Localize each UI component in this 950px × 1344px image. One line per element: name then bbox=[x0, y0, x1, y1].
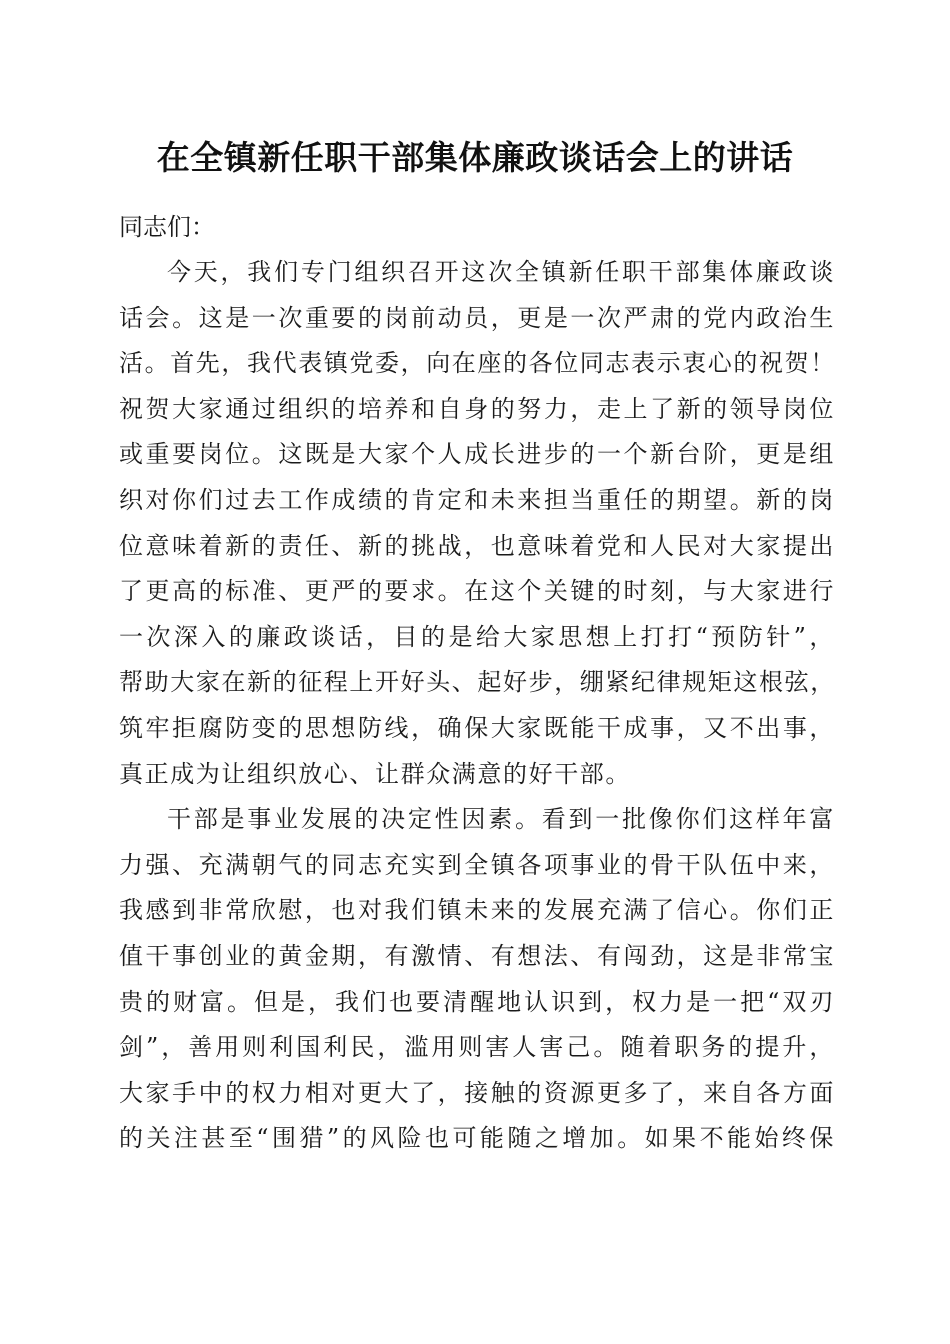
text-line: 的关注甚至“围猎”的风险也可能随之增加。如果不能始终保 bbox=[119, 1124, 835, 1153]
text-line: 干部是事业发展的决定性因素。看到一批像你们这样年富 bbox=[167, 805, 835, 834]
salutation: 同志们： bbox=[119, 213, 215, 241]
paragraph-1 bbox=[119, 250, 835, 797]
text-line: 剑”，善用则利国利民，滥用则害人害己。随着职务的提升， bbox=[119, 1033, 835, 1062]
text-line: 真正成为让组织放心、让群众满意的好干部。 bbox=[119, 759, 631, 788]
text-line: 位意味着新的责任、新的挑战，也意味着党和人民对大家提出 bbox=[119, 531, 835, 560]
text-line: 话会。这是一次重要的岗前动员，更是一次严肃的党内政治生 bbox=[119, 303, 835, 332]
text-line: 一次深入的廉政谈话，目的是给大家思想上打打“预防针”， bbox=[119, 622, 835, 651]
text-line: 织对你们过去工作成绩的肯定和未来担当重任的期望。新的岗 bbox=[119, 485, 835, 514]
paragraph-2 bbox=[119, 797, 835, 1162]
text-line: 祝贺大家通过组织的培养和自身的努力，走上了新的领导岗位 bbox=[119, 394, 835, 423]
text-line: 大家手中的权力相对更大了，接触的资源更多了，来自各方面 bbox=[119, 1078, 835, 1107]
text-line: 活。首先，我代表镇党委，向在座的各位同志表示衷心的祝贺！ bbox=[119, 349, 836, 378]
text-line: 贵的财富。但是，我们也要清醒地认识到，权力是一把“双刃 bbox=[119, 987, 835, 1016]
text-line: 或重要岗位。这既是大家个人成长进步的一个新台阶，更是组 bbox=[119, 440, 835, 469]
text-line: 今天，我们专门组织召开这次全镇新任职干部集体廉政谈 bbox=[167, 258, 835, 286]
text-line: 了更高的标准、更严的要求。在这个关键的时刻，与大家进行 bbox=[119, 577, 835, 606]
text-line: 力强、充满朝气的同志充实到全镇各项事业的骨干队伍中来， bbox=[119, 850, 835, 879]
document-title: 在全镇新任职干部集体廉政谈话会上的讲话 bbox=[156, 138, 794, 177]
text-line: 帮助大家在新的征程上开好头、起好步，绷紧纪律规矩这根弦， bbox=[119, 668, 836, 697]
text-line: 值干事创业的黄金期，有激情、有想法、有闯劲，这是非常宝 bbox=[119, 941, 835, 970]
text-line: 筑牢拒腐防变的思想防线，确保大家既能干成事，又不出事， bbox=[119, 713, 835, 742]
text-line: 我感到非常欣慰，也对我们镇未来的发展充满了信心。你们正 bbox=[119, 896, 835, 925]
document-body bbox=[119, 205, 835, 1162]
